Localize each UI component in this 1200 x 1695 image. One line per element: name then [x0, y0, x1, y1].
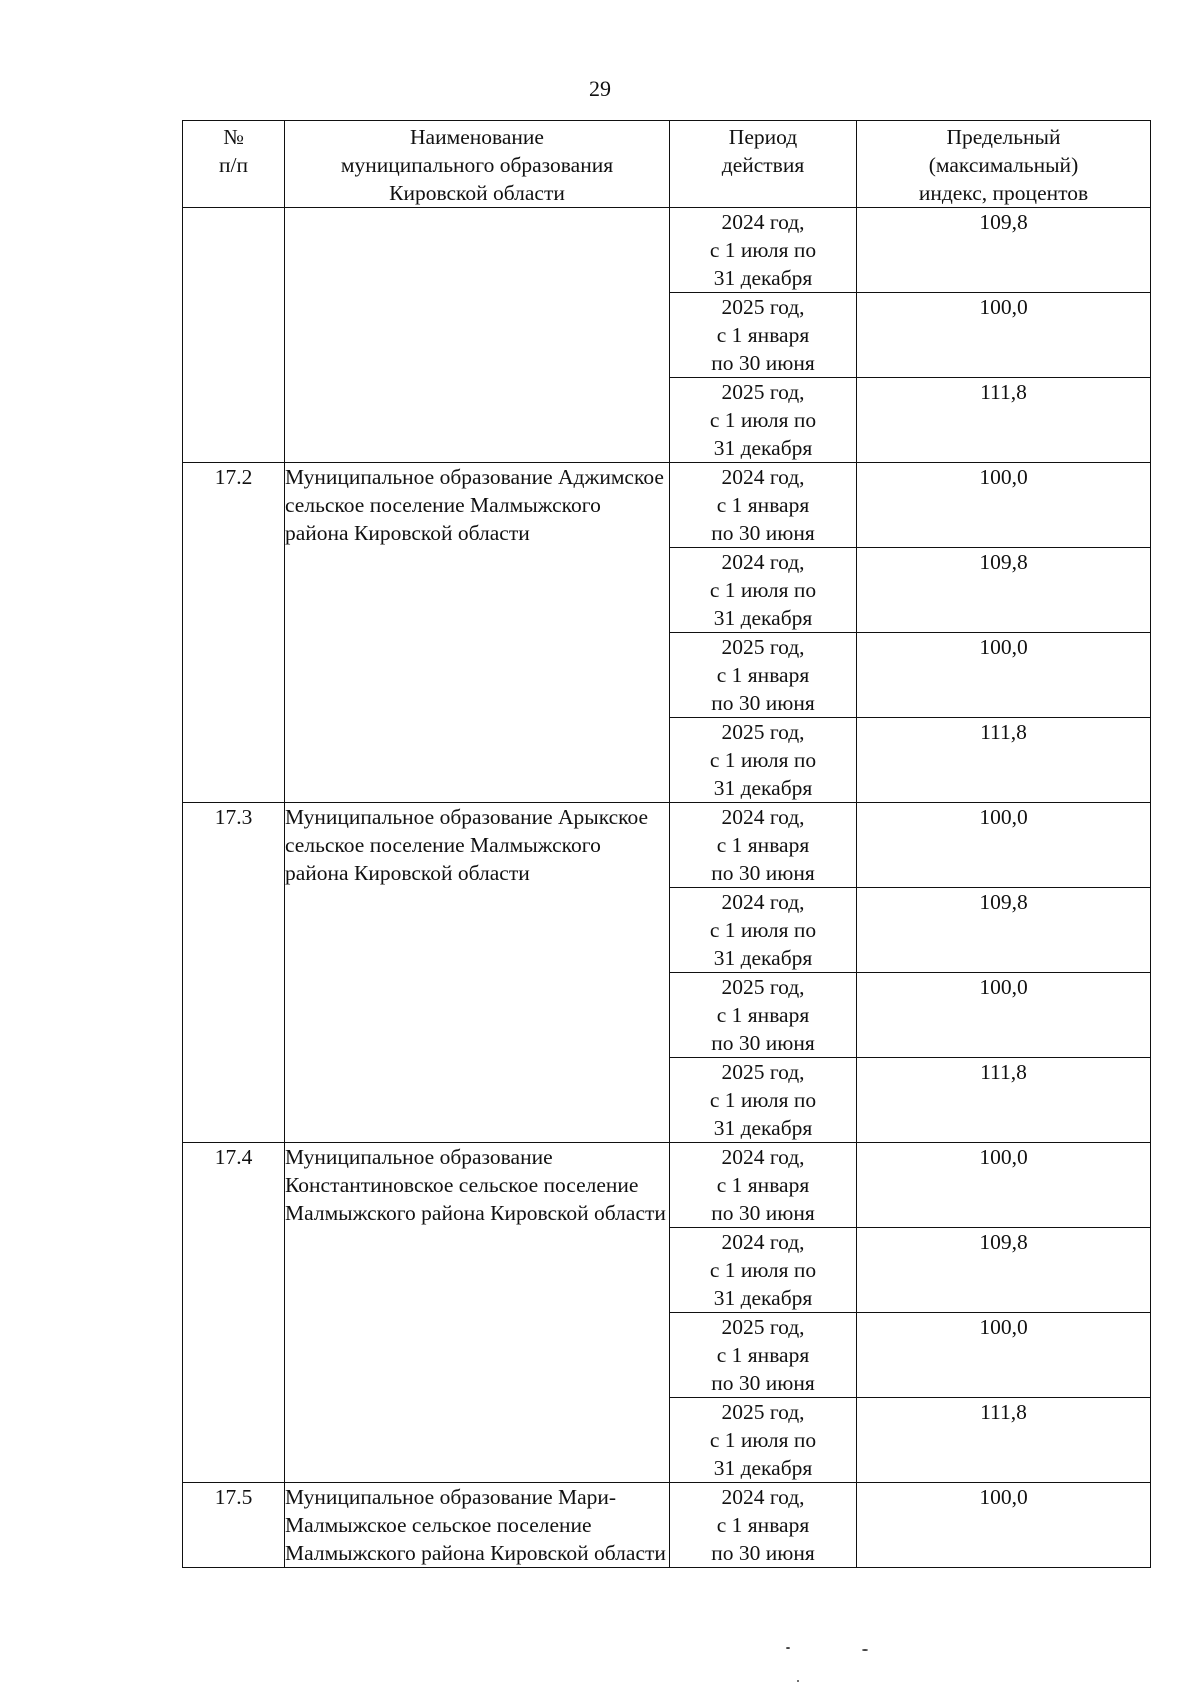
- validity-period-line: по 30 июня: [711, 521, 815, 545]
- validity-period-line: с 1 июля по: [709, 1088, 817, 1112]
- max-index-percent: 109,8: [857, 888, 1151, 973]
- validity-period-line: 2024 год,: [721, 890, 805, 914]
- max-index-percent: 100,0: [857, 1143, 1151, 1228]
- validity-period: [670, 1228, 857, 1313]
- validity-period-line: по 30 июня: [711, 1371, 815, 1395]
- max-index-percent: 109,8: [857, 1228, 1151, 1313]
- scan-speck: [797, 1680, 799, 1682]
- table-body: [183, 208, 1151, 1568]
- validity-period: [670, 803, 857, 888]
- validity-period: [670, 548, 857, 633]
- validity-period: [670, 718, 857, 803]
- validity-period-line: 31 декабря: [713, 1286, 813, 1310]
- validity-period-line: 2024 год,: [721, 805, 805, 829]
- validity-period-line: с 1 января: [716, 493, 810, 517]
- validity-period-line: по 30 июня: [711, 691, 815, 715]
- max-index-percent: 109,8: [857, 548, 1151, 633]
- validity-period-line: с 1 июля по: [709, 1258, 817, 1282]
- validity-period-line: 2025 год,: [721, 1060, 805, 1084]
- validity-period-line: по 30 июня: [711, 351, 815, 375]
- municipality-name: [285, 208, 670, 463]
- validity-period: [670, 1058, 857, 1143]
- validity-period-line: 2025 год,: [721, 1315, 805, 1339]
- validity-period-line: по 30 июня: [711, 1201, 815, 1225]
- table-row: [183, 1143, 1151, 1228]
- header-index-line: (максимальный): [928, 153, 1079, 177]
- municipality-name: Муниципальное образование Арыкское сельское поселение Малмыжского района Кировской области: [285, 803, 670, 1143]
- validity-period: [670, 1398, 857, 1483]
- validity-period-line: с 1 июля по: [709, 748, 817, 772]
- validity-period-line: 31 декабря: [713, 1456, 813, 1480]
- validity-period-line: 2024 год,: [721, 550, 805, 574]
- validity-period-line: с 1 июля по: [709, 408, 817, 432]
- header-name: [285, 121, 670, 208]
- validity-period-line: 2024 год,: [721, 465, 805, 489]
- validity-period-line: с 1 июля по: [709, 1428, 817, 1452]
- validity-period-line: с 1 января: [716, 323, 810, 347]
- max-index-percent: 100,0: [857, 1483, 1151, 1568]
- validity-period-line: 31 декабря: [713, 606, 813, 630]
- max-index-percent: 100,0: [857, 293, 1151, 378]
- validity-period-line: 2025 год,: [721, 975, 805, 999]
- validity-period: [670, 888, 857, 973]
- table-row: [183, 1483, 1151, 1568]
- table-row: [183, 463, 1151, 548]
- validity-period: [670, 293, 857, 378]
- table-header-row: [183, 121, 1151, 208]
- page-number: 29: [589, 76, 611, 101]
- header-index-line: индекс, процентов: [918, 181, 1089, 205]
- validity-period-line: с 1 января: [716, 1173, 810, 1197]
- table-row: [183, 208, 1151, 293]
- max-index-percent: 111,8: [857, 378, 1151, 463]
- max-index-percent: 111,8: [857, 1398, 1151, 1483]
- header-index: [857, 121, 1151, 208]
- validity-period: [670, 1483, 857, 1568]
- row-number: 17.4: [183, 1143, 285, 1483]
- header-period-line: действия: [721, 153, 805, 177]
- header-period-line: Период: [728, 125, 798, 149]
- row-number: 17.2: [183, 463, 285, 803]
- validity-period-line: 31 декабря: [713, 266, 813, 290]
- validity-period: [670, 973, 857, 1058]
- validity-period-line: 31 декабря: [713, 436, 813, 460]
- header-name-line: муниципального образования: [340, 153, 614, 177]
- validity-period-line: по 30 июня: [711, 1031, 815, 1055]
- max-index-percent: 111,8: [857, 718, 1151, 803]
- header-name-line: Кировской области: [389, 181, 565, 205]
- header-index-line: Предельный: [946, 125, 1061, 149]
- table-row: [183, 803, 1151, 888]
- header-num: [183, 121, 285, 208]
- validity-period-line: 2024 год,: [721, 210, 805, 234]
- row-number: [183, 208, 285, 463]
- validity-period-line: 31 декабря: [713, 1116, 813, 1140]
- municipality-name: Муниципальное образование Константиновское сельское поселение Малмыжского района Кировской области: [285, 1143, 670, 1483]
- max-index-percent: 100,0: [857, 973, 1151, 1058]
- municipality-name: Муниципальное образование Аджимское сельское поселение Малмыжского района Кировской области: [285, 463, 670, 803]
- max-index-percent: 109,8: [857, 208, 1151, 293]
- validity-period-line: 2025 год,: [721, 720, 805, 744]
- validity-period-line: с 1 июля по: [709, 578, 817, 602]
- validity-period-line: с 1 января: [716, 1343, 810, 1367]
- max-index-percent: 100,0: [857, 633, 1151, 718]
- validity-period-line: 2024 год,: [721, 1485, 805, 1509]
- header-num-line: №: [223, 125, 244, 149]
- validity-period-line: с 1 января: [716, 1003, 810, 1027]
- max-index-percent: 100,0: [857, 463, 1151, 548]
- header-num-line: п/п: [219, 153, 248, 177]
- validity-period-line: по 30 июня: [711, 861, 815, 885]
- validity-period-line: с 1 января: [716, 663, 810, 687]
- validity-period-line: с 1 января: [716, 1513, 810, 1537]
- tariff-index-table: [182, 120, 1151, 1568]
- validity-period: [670, 633, 857, 718]
- validity-period-line: 31 декабря: [713, 776, 813, 800]
- validity-period-line: с 1 января: [716, 833, 810, 857]
- validity-period: [670, 1143, 857, 1228]
- scan-speck: [786, 1647, 790, 1649]
- validity-period: [670, 1313, 857, 1398]
- max-index-percent: 111,8: [857, 1058, 1151, 1143]
- validity-period: [670, 378, 857, 463]
- validity-period-line: 2024 год,: [721, 1230, 805, 1254]
- validity-period-line: 2025 год,: [721, 380, 805, 404]
- validity-period-line: с 1 июля по: [709, 238, 817, 262]
- validity-period-line: 31 декабря: [713, 946, 813, 970]
- header-name-line: Наименование: [410, 125, 544, 149]
- validity-period-line: 2025 год,: [721, 635, 805, 659]
- validity-period-line: по 30 июня: [711, 1541, 815, 1565]
- row-number: 17.5: [183, 1483, 285, 1568]
- max-index-percent: 100,0: [857, 803, 1151, 888]
- validity-period-line: с 1 июля по: [709, 918, 817, 942]
- validity-period-line: 2024 год,: [721, 1145, 805, 1169]
- header-period: [670, 121, 857, 208]
- validity-period: [670, 463, 857, 548]
- row-number: 17.3: [183, 803, 285, 1143]
- municipality-name: Муниципальное образование Мари-Малмыжское сельское поселение Малмыжского района Кировской области: [285, 1483, 670, 1568]
- validity-period-line: 2025 год,: [721, 295, 805, 319]
- max-index-percent: 100,0: [857, 1313, 1151, 1398]
- scan-speck: [862, 1649, 868, 1651]
- validity-period-line: 2025 год,: [721, 1400, 805, 1424]
- validity-period: [670, 208, 857, 293]
